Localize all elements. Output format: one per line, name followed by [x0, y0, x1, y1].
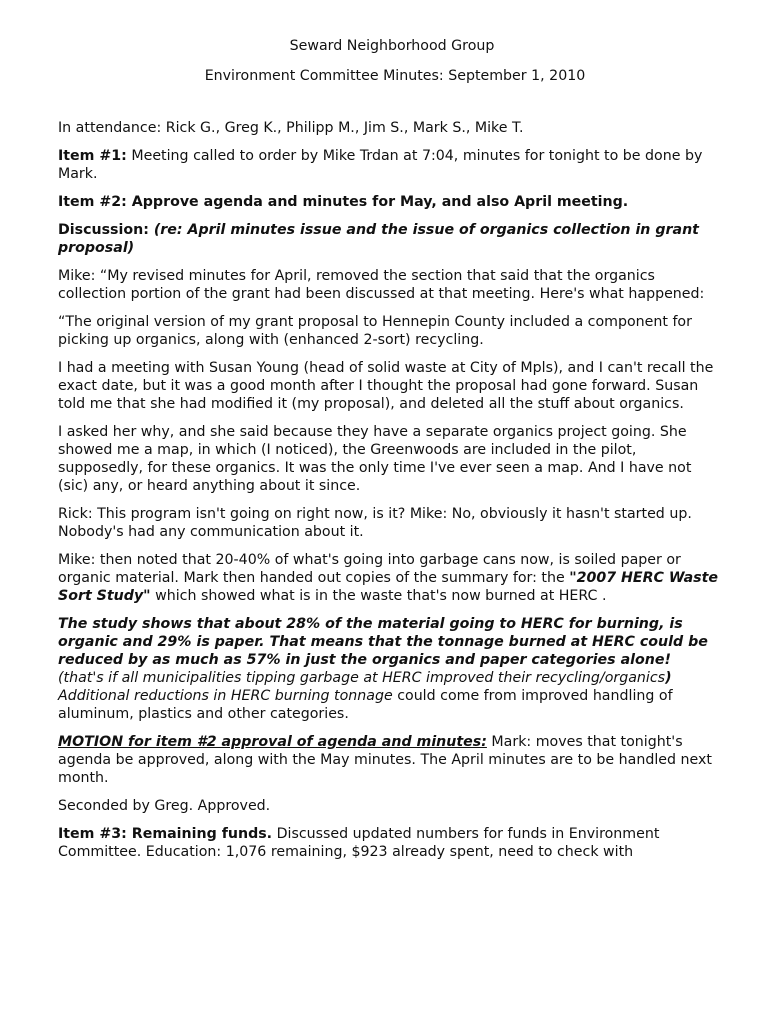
item-1-label: Item #1:	[58, 148, 127, 164]
rick-paragraph: Rick: This program isn't going on right now, is it? Mike: No, obviously it hasn't started up. Nobody's had any communication about it.	[58, 506, 692, 540]
attendance-line: In attendance: Rick G., Greg K., Philipp M., Jim S., Mark S., Mike T.	[58, 120, 524, 136]
study-plain: could come from improved handling of aluminum, plastics and other categories.	[58, 688, 673, 722]
study-italic-2: Additional reductions in HERC burning tonnage	[58, 688, 393, 704]
discussion-text: (re: April minutes issue and the issue of organics collection in grant proposal)	[58, 222, 699, 256]
herc-study-name: "2007 HERC Waste Sort Study"	[58, 570, 719, 604]
item-1-paragraph	[58, 147, 718, 183]
document-header	[58, 37, 718, 85]
herc-text-2: which showed what is in the waste that's now burned at HERC .	[150, 588, 607, 604]
study-bold-italic: The study shows that about 28% of the material going to HERC for burning, is organic and 29% is paper. That means that the tonnage burned at HERC could be reduced by as much as 57% in just the organics and paper categories alone!	[58, 616, 708, 668]
study-paragraph	[58, 615, 718, 723]
original-version-paragraph: “The original version of my grant proposal to Hennepin County included a component for picking up organics, along with (enhanced 2-sort) recycling.	[58, 314, 692, 348]
herc-paragraph	[58, 551, 718, 605]
discussion-label: Discussion:	[58, 222, 149, 238]
seconded-line: Seconded by Greg. Approved.	[58, 798, 271, 814]
minutes-title: Environment Committee Minutes: September 1, 2010	[204, 68, 586, 84]
item-3-label: Item #3: Remaining funds.	[58, 826, 273, 842]
asked-why-paragraph: I asked her why, and she said because they have a separate organics project going. She showed me a map, in which (I noticed), the Greenwoods are included in the pilot, supposedly, for these organics. It was the only time I've ever seen a map. And I have not (sic) any, or heard anything about it since.	[58, 424, 692, 494]
discussion-paragraph	[58, 221, 718, 257]
item-2-heading: Item #2: Approve agenda and minutes for May, and also April meeting.	[58, 194, 629, 210]
organization-name: Seward Neighborhood Group	[289, 38, 495, 54]
mike-quote-paragraph: Mike: “My revised minutes for April, removed the section that said that the organics collection portion of the grant had been discussed at that meeting. Here's what happened:	[58, 268, 705, 302]
study-italic-1: (that's if all municipalities tipping garbage at HERC improved their recycling/organics	[58, 670, 666, 686]
motion-text: Mark: moves that tonight's agenda be approved, along with the May minutes. The April minutes are to be handled next month.	[58, 734, 712, 786]
herc-text-1: Mike: then noted that 20-40% of what's going into garbage cans now, is soiled paper or organic material. Mark then handed out copies of the summary for: the	[58, 552, 681, 586]
item-3-text: Discussed updated numbers for funds in Environment Committee. Education: 1,076 remaining, $923 already spent, need to check with	[58, 826, 660, 860]
motion-paragraph	[58, 733, 718, 787]
motion-label: MOTION for item #2 approval of agenda and minutes:	[58, 734, 487, 750]
item-3-paragraph	[58, 825, 718, 861]
study-close-paren: )	[665, 670, 672, 686]
item-1-text: Meeting called to order by Mike Trdan at 7:04, minutes for tonight to be done by Mark.	[58, 148, 703, 182]
susan-young-paragraph: I had a meeting with Susan Young (head of solid waste at City of Mpls), and I can't recall the exact date, but it was a good month after I thought the proposal had gone forward. Susan told me that she had modified it (my proposal), and deleted all the stuff about organics.	[58, 360, 714, 412]
